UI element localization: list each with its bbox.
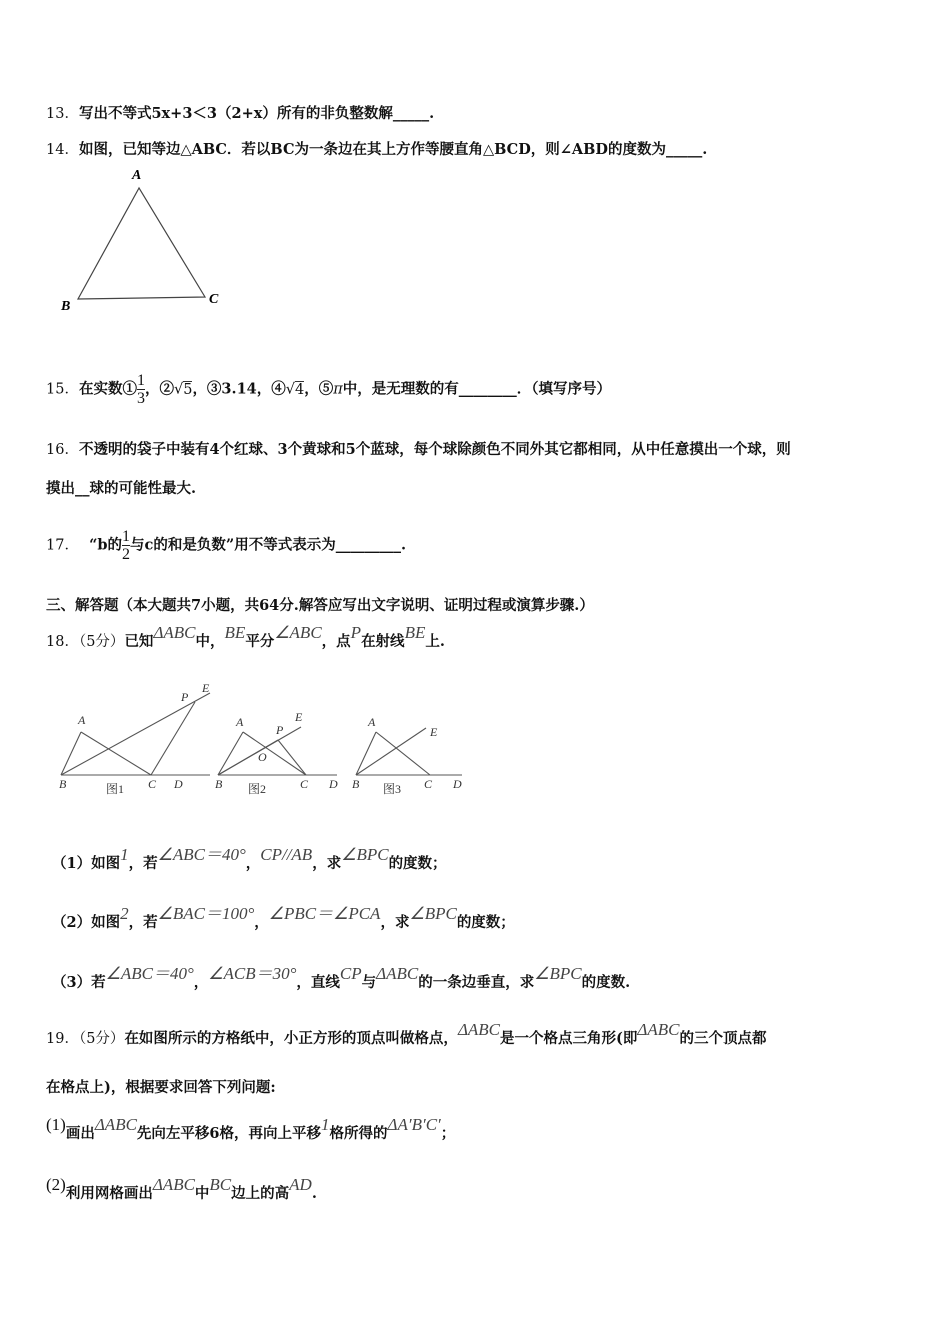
part-label: （3）若 — [52, 974, 106, 991]
text: ，求 — [380, 914, 410, 931]
text: 的度数. — [581, 974, 631, 991]
text: ，直线 — [296, 974, 340, 991]
question-19-part-2 — [46, 1175, 317, 1203]
question-18 — [46, 623, 445, 651]
math: ΔABC — [457, 1020, 501, 1039]
math: BE — [404, 623, 426, 642]
question-18-part-2 — [52, 904, 515, 932]
fig2-label-p: P — [276, 723, 284, 737]
text-pre: 在实数① — [78, 380, 137, 398]
text: 的度数； — [456, 914, 515, 931]
numerator: 1 — [122, 528, 131, 545]
fig2-label-b: B — [215, 777, 223, 791]
fig3-label-d: D — [453, 777, 462, 791]
question-18-part-1 — [52, 845, 447, 873]
text: 中， — [195, 633, 225, 650]
text: 画出 — [65, 1125, 95, 1142]
math: ∠BPC — [341, 845, 389, 864]
fig3-label-b: B — [352, 777, 360, 791]
text-2: ，② — [144, 380, 174, 398]
math: 1 — [120, 845, 129, 864]
math: CP — [339, 964, 362, 983]
math: ∠ABC — [274, 623, 322, 642]
label-b: B — [61, 299, 71, 314]
text: 在格点上)，根据要求回答下列问题: — [46, 1079, 276, 1096]
text: 是一个格点三角形(即 — [500, 1030, 638, 1047]
fig3-label-e: E — [430, 725, 438, 739]
text: ，若 — [128, 914, 158, 931]
text: 的一条边垂直，求 — [418, 974, 535, 991]
fig3-label-a: A — [368, 715, 376, 729]
fig1-label-e: E — [202, 681, 210, 695]
question-number: 14． — [46, 142, 79, 158]
question-18-part-3 — [52, 964, 631, 992]
text-post: 中，是无理数的有________．（填写序号） — [342, 380, 612, 398]
numerator: 1 — [136, 372, 145, 389]
fig2-label-c: C — [300, 777, 309, 791]
part-label: （1）如图 — [52, 855, 121, 872]
fig1-label-p: P — [181, 690, 189, 704]
text: 格所得的 — [329, 1125, 388, 1142]
math: BE — [224, 623, 246, 642]
text-5: ，⑤ — [304, 380, 334, 398]
fig2-label-a: A — [236, 715, 244, 729]
math: 2 — [120, 904, 129, 923]
pi-symbol: π — [333, 381, 343, 398]
math: ΔA′B′C′ — [387, 1115, 441, 1134]
question-number: 15． — [46, 381, 79, 398]
section-title: 三、解答题（本大题共7小题，共64分.解答应写出文字说明、证明过程或演算步骤.） — [46, 597, 594, 614]
math: ΔABC — [152, 1175, 195, 1194]
text: 的三个顶点都 — [679, 1030, 767, 1047]
question-14 — [46, 138, 707, 159]
question-text: 如图，已知等边△ABC．若以BC为一条边在其上方作等腰直角△BCD，则∠ABD的度数为_____. — [78, 141, 708, 158]
question-number: 16． — [46, 442, 79, 458]
figure-3 — [356, 728, 462, 775]
fraction-one-half — [122, 528, 130, 563]
text-pre: “b的 — [89, 536, 123, 554]
math: ∠ABC＝40° — [105, 964, 194, 983]
math: 1 — [321, 1115, 330, 1134]
text: ， — [254, 914, 269, 931]
fig3-caption: 图3 — [383, 782, 402, 796]
fig1-label-c: C — [148, 777, 157, 791]
fig1-label-a: A — [78, 713, 86, 727]
question-16 — [46, 438, 791, 459]
text: 与 — [361, 974, 377, 991]
question-text-line1: 不透明的袋子中装有4个红球、3个黄球和5个蓝球，每个球除颜色不同外其它都相同，从中任意摸出一个球，则 — [78, 441, 791, 458]
question-number: 13． — [46, 106, 79, 122]
question-text-line2: 摸出__球的可能性最大. — [46, 480, 197, 497]
fig1-label-b: B — [59, 777, 67, 791]
math: AD — [289, 1175, 312, 1194]
text: 平分 — [245, 633, 275, 650]
fraction-one-third — [137, 372, 145, 407]
text: ， — [193, 974, 209, 991]
math: ∠ACB＝30° — [208, 964, 297, 983]
question-17 — [46, 528, 406, 563]
question-13 — [46, 102, 434, 123]
question-19 — [46, 1020, 767, 1048]
math: CP//AB — [260, 845, 313, 864]
text: . — [311, 1185, 317, 1202]
question-text: 写出不等式5x+3＜3（2+x）所有的非负整数解_____. — [78, 105, 435, 122]
math: ΔABC — [153, 623, 196, 642]
fig2-label-o: O — [258, 750, 267, 764]
text-3: ，③3.14，④ — [192, 380, 286, 398]
figures-18 — [50, 672, 480, 800]
section-heading — [46, 594, 594, 615]
question-number: 18． — [46, 634, 79, 650]
denominator: 2 — [122, 546, 131, 563]
question-16-line2 — [46, 477, 196, 498]
text: ，求 — [312, 855, 342, 872]
figure-1 — [61, 693, 210, 775]
text: 先向左平移6格，再向上平移 — [136, 1125, 322, 1142]
text: ，点 — [321, 633, 351, 650]
denominator: 3 — [136, 390, 145, 407]
text: 边上的高 — [231, 1185, 290, 1202]
triangle-figure-14 — [50, 162, 240, 322]
sqrt-symbol: √ — [285, 381, 296, 398]
question-15 — [46, 372, 611, 407]
text: 在射线 — [361, 633, 405, 650]
score: （5分） — [78, 1031, 125, 1047]
part-label: (1) — [46, 1115, 66, 1134]
math: P — [350, 623, 362, 642]
text: 在如图所示的方格纸中，小正方形的顶点叫做格点， — [124, 1030, 458, 1047]
math: ∠BPC — [409, 904, 457, 923]
text: 利用网格画出 — [65, 1185, 153, 1202]
text: ，若 — [128, 855, 158, 872]
math: ∠BPC — [534, 964, 582, 983]
question-19-part-1 — [46, 1115, 456, 1143]
fig2-label-e: E — [295, 710, 303, 724]
math: ∠PBC＝∠PCA — [268, 904, 381, 923]
text-post: 与c的和是负数”用不等式表示为_________. — [130, 536, 407, 554]
question-19-line2 — [46, 1076, 276, 1097]
fig2-label-d: D — [329, 777, 338, 791]
sqrt-5: 5 — [183, 381, 193, 398]
text: 的度数； — [388, 855, 447, 872]
part-label: （2）如图 — [52, 914, 121, 931]
question-number: 17． — [46, 537, 79, 554]
question-number: 19． — [46, 1031, 79, 1047]
fig3-label-c: C — [424, 777, 433, 791]
text: ； — [440, 1125, 456, 1142]
label-c: C — [209, 292, 219, 307]
math: ∠ABC＝40° — [157, 845, 246, 864]
text: 已知 — [124, 633, 154, 650]
part-label: (2) — [46, 1175, 66, 1194]
text: ， — [245, 855, 261, 872]
math: ΔABC — [376, 964, 419, 983]
math: BC — [209, 1175, 232, 1194]
math: ∠BAC＝100° — [157, 904, 255, 923]
text: 上. — [425, 633, 445, 650]
fig2-caption: 图2 — [248, 782, 267, 796]
sqrt-4: 4 — [295, 381, 305, 398]
label-a: A — [132, 168, 142, 183]
fig1-label-d: D — [174, 777, 183, 791]
math: ΔABC — [637, 1020, 680, 1039]
sqrt-symbol: √ — [173, 381, 184, 398]
score: （5分） — [78, 634, 125, 650]
text: 中 — [194, 1185, 210, 1202]
math: ΔABC — [94, 1115, 137, 1134]
fig1-caption: 图1 — [106, 782, 125, 796]
